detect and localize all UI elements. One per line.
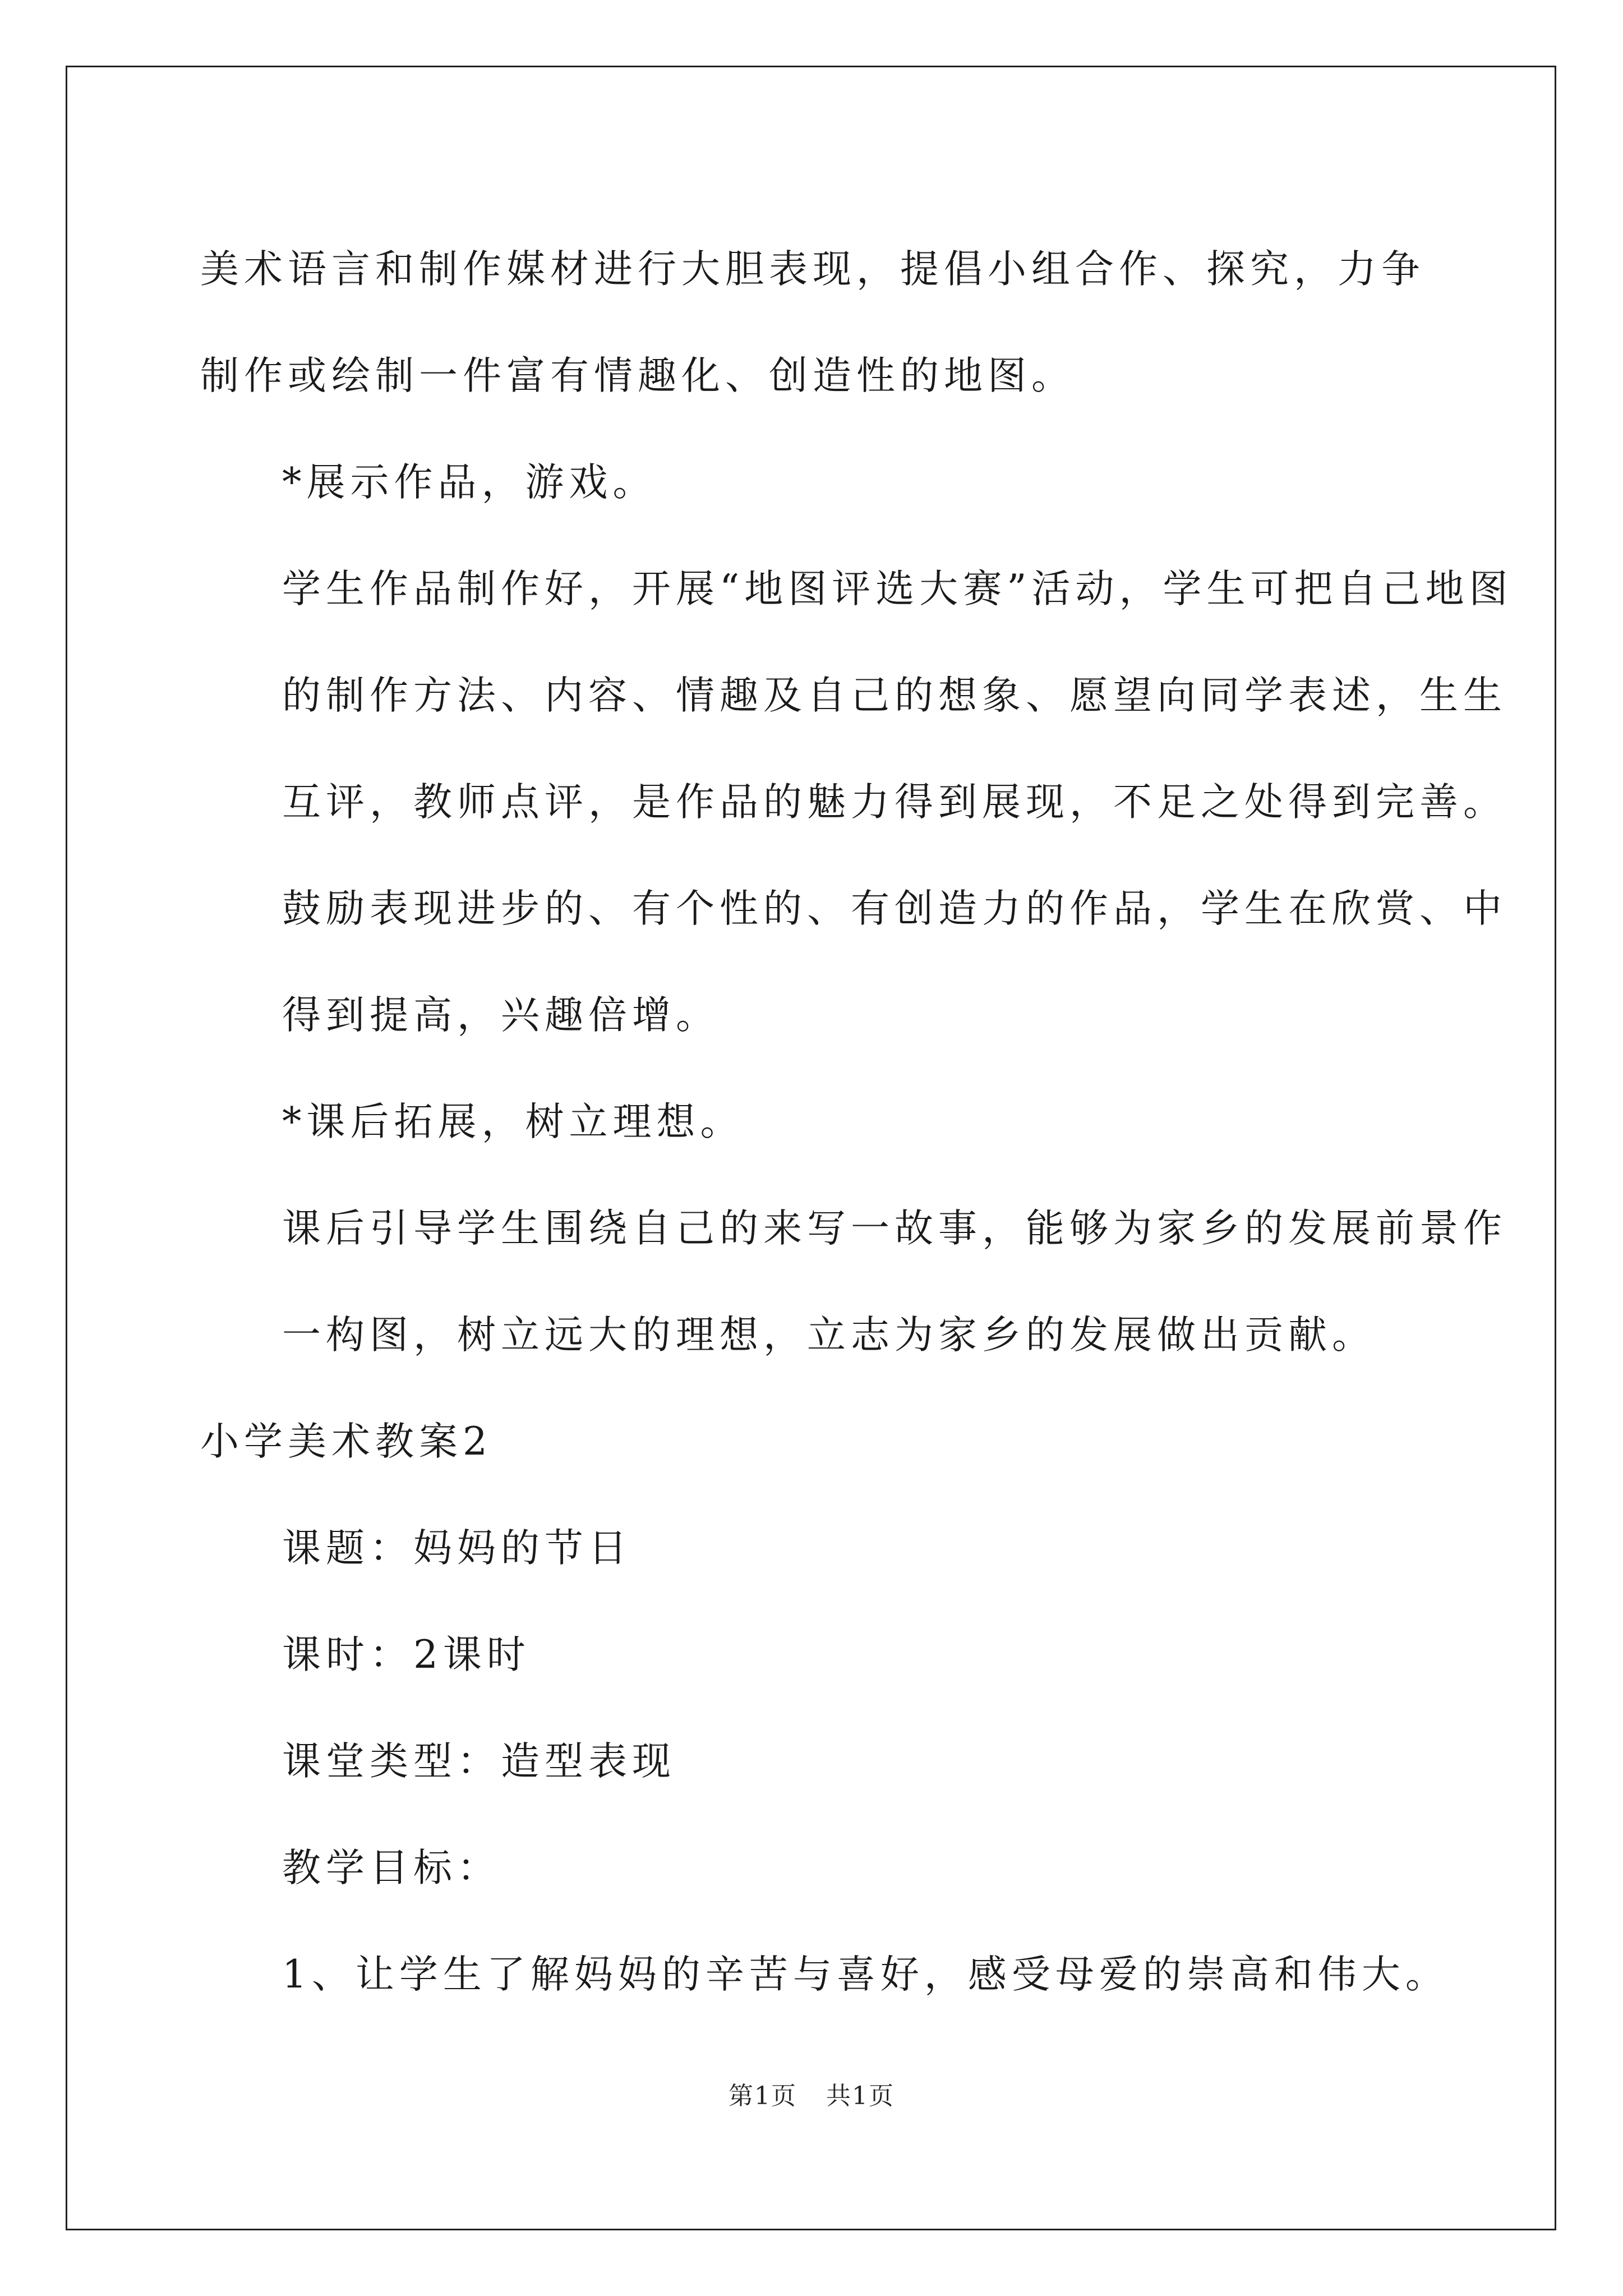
- section-heading: 小学美术教案2: [200, 1419, 492, 1464]
- lesson-hours: 课时：2课时: [282, 1632, 531, 1677]
- paragraph-5: 课后引导学生围绕自己的来写一故事，能够为家乡的发展前景作一构图，树立远大的理想，立志为家乡的发展做出贡献。: [282, 1206, 1507, 1358]
- paragraph-1: 美术语言和制作媒材进行大胆表现，提倡小组合作、探究，力争制作或绘制一件富有情趣化、创造性的地图。: [200, 247, 1425, 398]
- page-footer: [0, 2076, 1623, 2111]
- paragraph-4: *课后拓展，树立理想。: [282, 1099, 744, 1144]
- lesson-type: 课堂类型：造型表现: [282, 1739, 676, 1784]
- page-total: 共1页: [826, 2082, 895, 2110]
- page-number: 第1页: [728, 2082, 797, 2110]
- lesson-topic: 课题：妈妈的节日: [282, 1526, 632, 1571]
- paragraph-2: *展示作品，游戏。: [282, 460, 657, 505]
- teaching-goal-1: 1、让学生了解妈妈的辛苦与喜好，感受母爱的崇高和伟大。: [282, 1952, 1449, 1997]
- paragraph-3: 学生作品制作好，开展“地图评选大赛”活动，学生可把自己地图的制作方法、内容、情趣及自己的想象、愿望向同学表述，生生互评，教师点评，是作品的魅力得到展现，不足之处得到完善。鼓励表现进步的、有个性的、有创造力的作品，学生在欣赏、中得到提高，兴趣倍增。: [282, 567, 1513, 1038]
- teaching-goals-heading: 教学目标：: [282, 1846, 501, 1890]
- document-body: [200, 216, 1513, 2028]
